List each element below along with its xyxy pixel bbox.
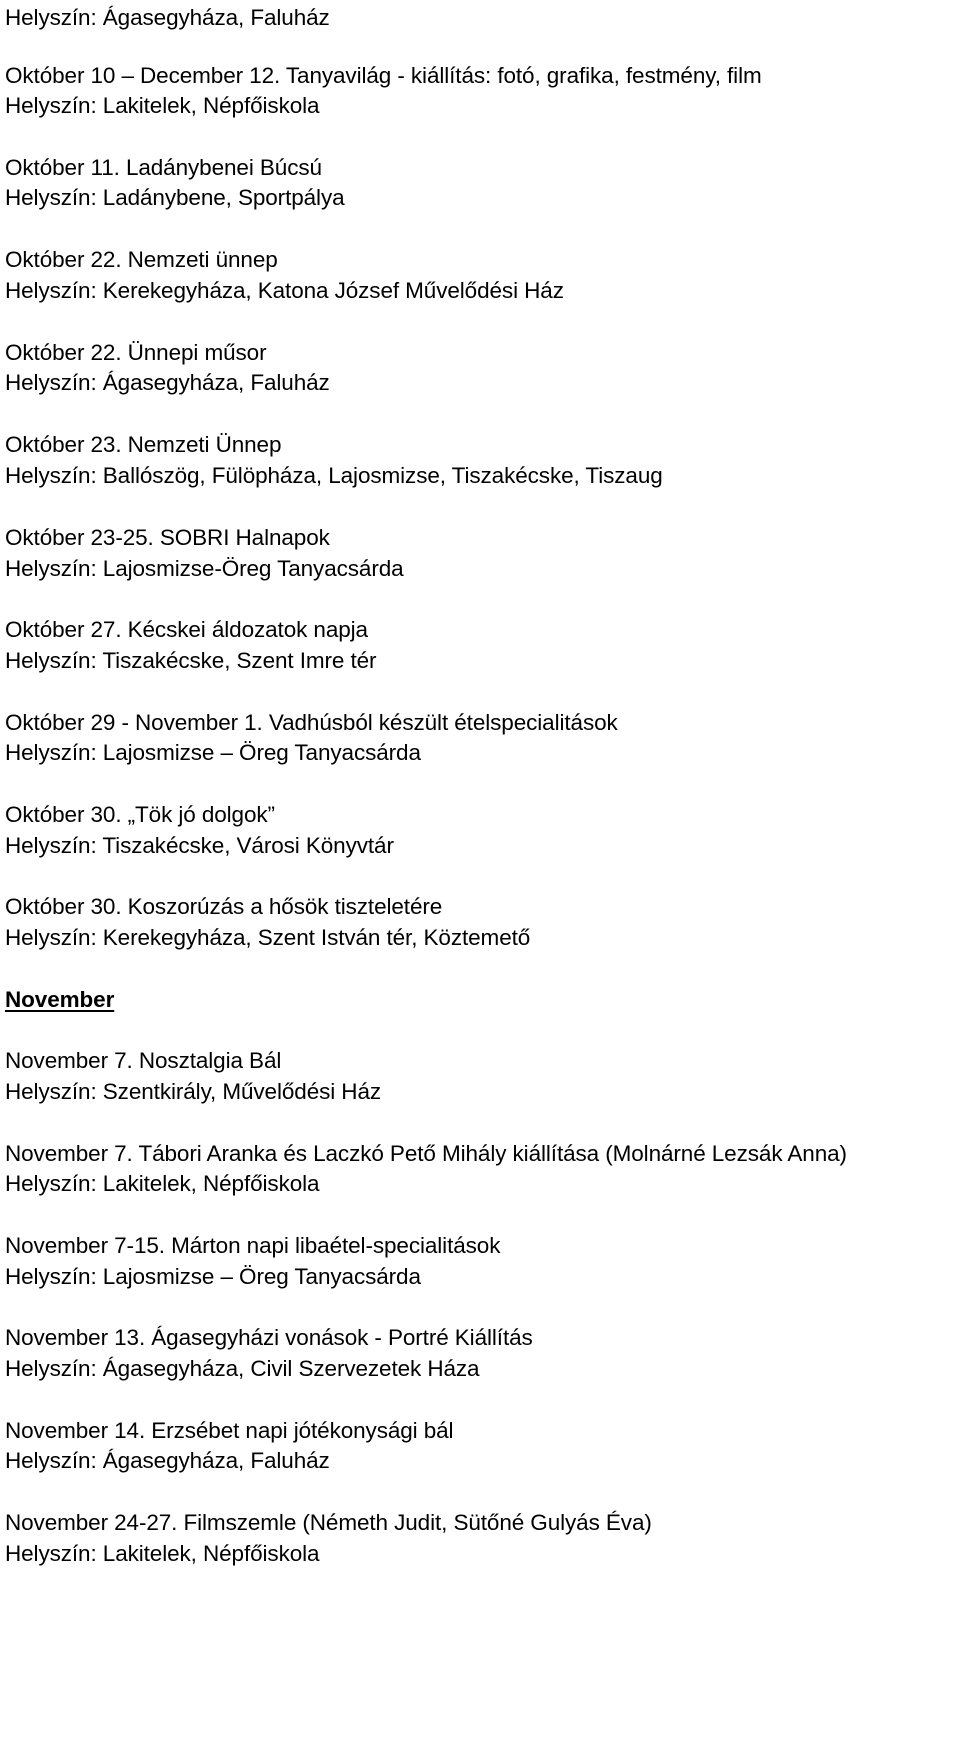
event-location: Helyszín: Tiszakécske, Szent Imre tér: [5, 648, 377, 673]
event-location: Helyszín: Ladánybene, Sportpálya: [5, 185, 345, 210]
event-location: Helyszín: Lakitelek, Népfőiskola: [5, 1541, 320, 1566]
event-location: Helyszín: Lajosmizse-Öreg Tanyacsárda: [5, 556, 404, 581]
event-title: Október 30. „Tök jó dolgok”: [5, 802, 275, 827]
event-location: Helyszín: Ballószög, Fülöpháza, Lajosmizse, Tiszakécske, Tiszaug: [5, 463, 663, 488]
event-location: Helyszín: Lakitelek, Népfőiskola: [5, 93, 320, 118]
event-title: November 14. Erzsébet napi jótékonysági bál: [5, 1418, 454, 1443]
event-location: Helyszín: Lajosmizse – Öreg Tanyacsárda: [5, 740, 421, 765]
event-title: Október 30. Koszorúzás a hősök tiszteletére: [5, 894, 443, 919]
event-location: Helyszín: Ágasegyháza, Faluház: [5, 1448, 330, 1473]
event-title: November 13. Ágasegyházi vonások - Portré Kiállítás: [5, 1325, 533, 1350]
event-title: November 7. Tábori Aranka és Laczkó Pető Mihály kiállítása (Molnárné Lezsák Anna): [5, 1141, 847, 1166]
month-heading-november: November: [5, 987, 115, 1012]
event-location: Helyszín: Ágasegyháza, Faluház: [5, 370, 330, 395]
event-location: Helyszín: Ágasegyháza, Faluház: [5, 5, 330, 30]
event-title: Október 10 – December 12. Tanyavilág - kiállítás: fotó, grafika, festmény, film: [5, 63, 762, 88]
event-title: Október 23-25. SOBRI Halnapok: [5, 525, 330, 550]
event-location: Helyszín: Tiszakécske, Városi Könyvtár: [5, 833, 394, 858]
event-location: Helyszín: Szentkirály, Művelődési Ház: [5, 1079, 382, 1104]
event-title: November 24-27. Filmszemle (Németh Judit, Sütőné Gulyás Éva): [5, 1510, 652, 1535]
event-location: Helyszín: Ágasegyháza, Civil Szervezetek Háza: [5, 1356, 480, 1381]
event-title: Október 29 - November 1. Vadhúsból készült ételspecialitások: [5, 710, 618, 735]
event-title: Október 22. Ünnepi műsor: [5, 340, 267, 365]
event-title: Október 27. Kécskei áldozatok napja: [5, 617, 368, 642]
event-location: Helyszín: Kerekegyháza, Szent István tér, Köztemető: [5, 925, 531, 950]
event-title: November 7. Nosztalgia Bál: [5, 1048, 282, 1073]
event-title: November 7-15. Márton napi libaétel-specialitások: [5, 1233, 501, 1258]
event-location: Helyszín: Lakitelek, Népfőiskola: [5, 1171, 320, 1196]
event-title: Október 11. Ladánybenei Búcsú: [5, 155, 322, 180]
event-location: Helyszín: Lajosmizse – Öreg Tanyacsárda: [5, 1264, 421, 1289]
event-title: Október 23. Nemzeti Ünnep: [5, 432, 282, 457]
event-location: Helyszín: Kerekegyháza, Katona József Művelődési Ház: [5, 278, 564, 303]
event-title: Október 22. Nemzeti ünnep: [5, 247, 278, 272]
